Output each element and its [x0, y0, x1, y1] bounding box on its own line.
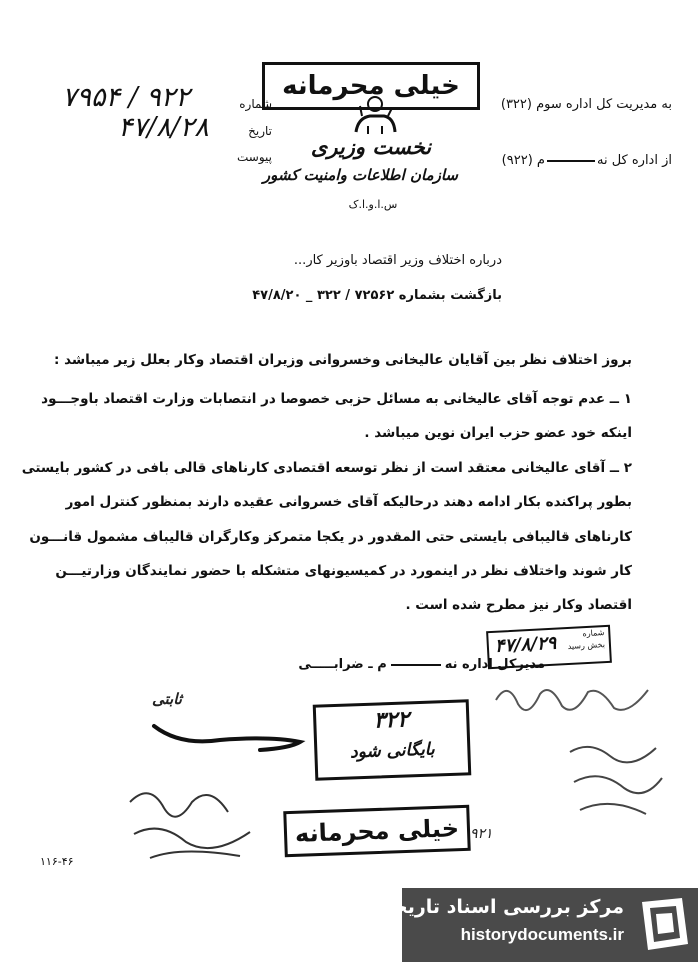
date-label: تاریخ [248, 124, 272, 138]
recipient-line [501, 97, 672, 112]
recipient-text: مدیریت کل اداره سوم (۳۲۲) [500, 97, 658, 112]
archive-logo-icon [636, 894, 692, 954]
archive-stamp [313, 699, 472, 780]
watermark-url: historydocuments.ir [460, 925, 624, 944]
org-code: س.ا.و.ا.ک [348, 198, 398, 211]
received-stamp-date: ۴۷/۸/۲۹ [494, 632, 557, 657]
handwritten-note-icon [488, 670, 658, 730]
body-point2-line1: ۲ ــ آقای عالیخانی معتقد است از نظر توسعه اقتصادی کارناهای قالی بافی در کشور بایستی [21, 460, 632, 476]
sender-line [502, 153, 672, 168]
org-subtitle: سازمان اطلاعات وامنیت کشور [262, 166, 458, 184]
page-code: ۱۱۶-۴۶ [40, 855, 74, 868]
sender-end: م (۹۲۲) [501, 153, 545, 168]
number-label: شماره [239, 97, 272, 111]
sender-underline [547, 160, 595, 162]
received-stamp-label1: شماره [582, 628, 605, 639]
archive-stamp-text: بایگانی شود [349, 739, 436, 763]
handwritten-note-icon [560, 732, 670, 822]
director-end: م ـ ضرابـــــی [298, 657, 387, 672]
body-point1-line1: ۱ ــ عدم توجه آقای عالیخانی به مسائل حزبی خصوصا در انتصابات وزارت اقتصاد باوجـــود [41, 391, 632, 407]
body-point2-line5: اقتصاد وکار نیز مطرح شده است . [405, 597, 632, 613]
director-underline [391, 664, 441, 666]
attachment-label: پیوست [237, 150, 272, 164]
signature-scribble-icon [150, 706, 310, 756]
date-value: ۴۷/۸/۲۸ [118, 112, 209, 143]
body-point2-line3: کارناهای قالیبافی بایستی حتی المقدور در یکجا متمرکز وکارگران قالیباف مشمول قانـــون [29, 529, 632, 545]
archive-stamp-number: ۳۲۲ [373, 706, 410, 734]
sender-start: اداره کل نه [596, 153, 658, 168]
received-stamp-label2: بخش رسید [567, 640, 606, 652]
top-classification-stamp: خیلی محرمانه [262, 62, 480, 110]
body-point2-line2: بطور پراکنده بکار ادامه دهند درحالیکه آقای خسروانی عقیده دارند بمنظور کنترل امور [65, 494, 632, 510]
recipient-prefix: به [661, 97, 672, 112]
number-value: ۹۲۲ / ۷۹۵۴ [62, 82, 190, 113]
handwritten-note-icon [120, 772, 270, 862]
watermark-title: مرکز بررسی اسناد تاریخی [374, 896, 624, 918]
initials-handwriting: ثابتی [152, 690, 182, 708]
reference-line: بازگشت بشماره ۷۲۵۶۲ / ۳۲۲ _ ۴۷/۸/۲۰ [252, 288, 502, 303]
subject-line: درباره اختلاف وزیر اقتصاد باوزیر کار... [293, 253, 502, 268]
hand-note: ۹۲۱ [470, 826, 493, 842]
org-title: نخست وزیری [310, 134, 432, 159]
bottom-classification-stamp: خیلی محرمانه [283, 805, 470, 857]
director-start: مدیرکل اداره نه [444, 657, 545, 672]
body-intro: بروز اختلاف نظر بین آقایان عالیخانی وخسروانی وزیران اقتصاد وکار بعلل زیر میباشد : [53, 352, 632, 368]
sender-prefix: از [662, 153, 672, 168]
lion-and-sun-emblem [348, 92, 402, 136]
body-point2-line4: کار شوند واختلاف نظر در اینمورد در کمیسیونهای متشکله با حضور نمایندگان وزارتیـــن [55, 563, 632, 579]
body-point1-line2: اینکه خود عضو حزب ایران نوین میباشد . [364, 425, 632, 441]
